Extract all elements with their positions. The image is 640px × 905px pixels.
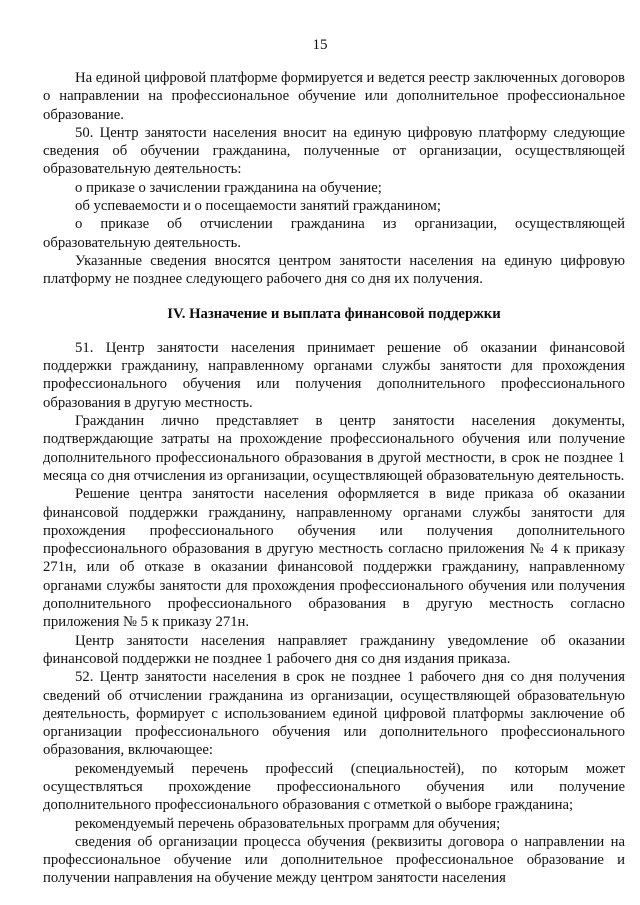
section-top — [43, 69, 625, 289]
paragraph-process-info: сведения об организации процесса обучения (реквизиты договора о направлении на профессиональное обучение или дополнительное профессиональное образование и получении направления на обучение между центром занятости населения — [43, 833, 625, 887]
paragraph-deadline: Указанные сведения вносятся центром занятости населения на единую цифровую платформу не позднее следующего рабочего дня со дня их получения. — [43, 252, 625, 288]
paragraph-registry: На единой цифровой платформе формируется и ведется реестр заключенных договоров о направлении на профессиональное обучение или дополнительное профессиональное образование. — [43, 70, 625, 123]
paragraph-51: 51. Центр занятости населения принимает решение об оказании финансовой поддержки гражданину, направленному органами службы занятости для прохождения профессионального обучения или получения дополнительного профессионального образования в другую местность. — [43, 339, 625, 411]
paragraph-52: 52. Центр занятости населения в срок не позднее 1 рабочего дня со дня получения сведений об отчислении гражданина из организации, осуществляющей образовательную деятельность, формирует с использованием единой цифровой платформы заключение об организации профессионального обучения или дополнительного профессионального образования, включающее: — [43, 669, 625, 759]
paragraph-decision: Решение центра занятости населения оформляется в виде приказа об оказании финансовой поддержки гражданину, направленному органами службы занятости для прохождения профессионального обучения или получения дополнительного профессионального образования в другую местность согласно приложения № 4 к приказу 271н, или об отказе в оказании финансовой поддержки гражданину, направленному органами службы занятости для прохождения профессионального обучения или получения дополнительного профессионального образования в другую местность согласно приложения № 5 к приказу 271н. — [43, 486, 625, 631]
paragraph-50: 50. Центр занятости населения вносит на единую цифровую платформу следующие сведения об обучении гражданина, полученные от организации, осуществляющей образовательную деятельность: — [43, 124, 625, 178]
paragraph-enrollment-order: о приказе о зачислении гражданина на обучение; — [75, 179, 382, 196]
paragraph-documents: Гражданин лично представляет в центр занятости населения документы, подтверждающие затраты на прохождение профессионального обучения или получение дополнительного профессионального образования в другой местности, в срок не позднее 1 месяца со дня отчисления из организации, осуществляющей образовательную деятельность. — [43, 413, 625, 484]
paragraph-professions-list: рекомендуемый перечень профессий (специальностей), по которым может осуществляться прохождение профессионального обучения или получение дополнительного профессионального образования с отметкой о выборе гражданина; — [43, 760, 625, 814]
document-body — [43, 69, 625, 888]
section-main — [43, 339, 625, 888]
paragraph-notification: Центр занятости населения направляет гражданину уведомление об оказании финансовой поддержки не позднее 1 рабочего дня со дня издания приказа. — [43, 632, 625, 667]
paragraph-attendance: об успеваемости и о посещаемости занятий гражданином; — [75, 198, 441, 215]
page-number: 15 — [312, 37, 328, 53]
section-heading: IV. Назначение и выплата финансовой поддержки — [167, 305, 501, 322]
paragraph-expulsion-order: о приказе об отчислении гражданина из организации, осуществляющей образовательную деятельность. — [43, 216, 625, 251]
paragraph-programs-list: рекомендуемый перечень образовательных программ для обучения; — [75, 815, 501, 832]
